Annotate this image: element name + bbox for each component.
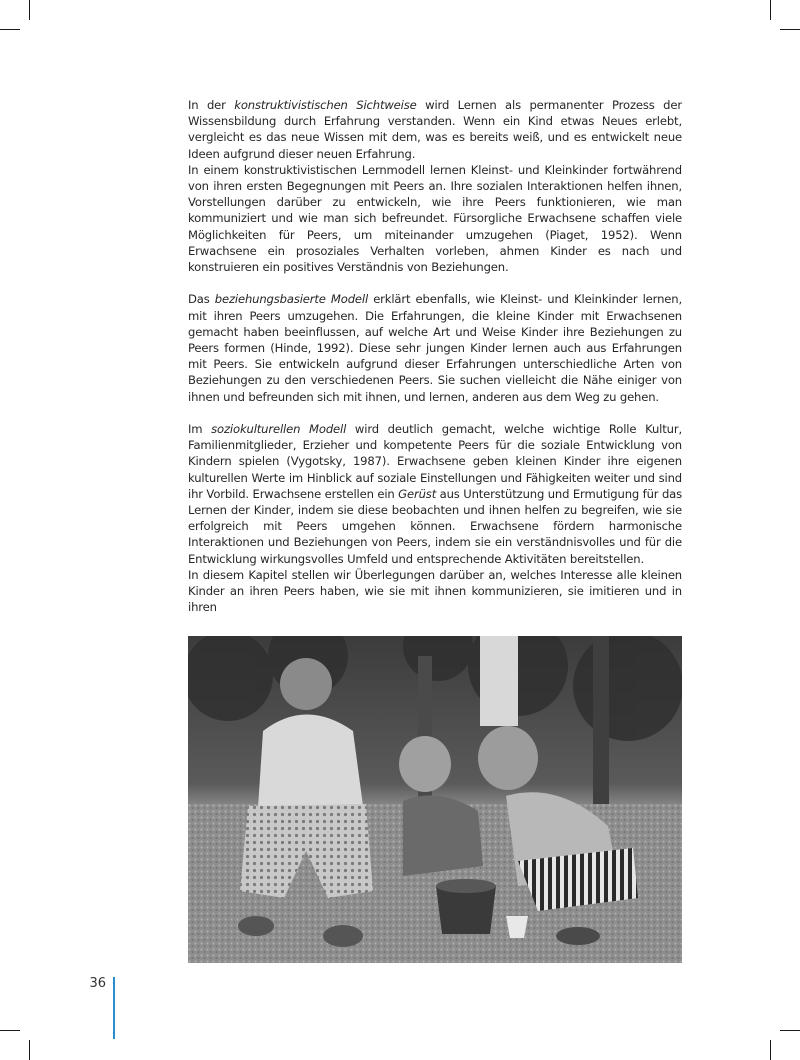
crop-mark <box>29 1040 30 1060</box>
children-playing-photo <box>188 636 682 963</box>
paragraph <box>188 567 682 616</box>
emphasized-term: Gerüst <box>398 486 437 501</box>
body-text <box>188 97 682 615</box>
paragraph-text: In diesem Kapitel stellen wir Überlegungen darüber an, welches Interesse alle kleinen Kinder an ihren Peers haben, wie sie mit ihnen kommunizieren, sie imitieren und in ihren <box>188 567 682 615</box>
paragraph-text: Im <box>188 422 212 437</box>
paragraph <box>188 162 682 275</box>
paragraph-text: erklärt ebenfalls, wie Kleinst- und Kleinkinder lernen, mit ihren Peers umzugehen. Die Erfahrungen, die kleine Kinder mit Erwachsenen gemacht haben beeinflussen, auf welche Art und Weise Kinder ihre Beziehungen zu Peers formen (Hinde, 1992). Diese sehr jungen Kinder lernen auch aus Erfahrungen mit Peers. Sie entwickeln aufgrund dieser Erfahrungen unterschiedliche Arten von Beziehungen zu den verschiedenen Peers. Sie suchen vielleicht die Nähe einiger von ihnen und befreunden sich mit ihnen, und lernen, anderen aus dem Weg zu gehen. <box>188 292 682 404</box>
page-number: 36 <box>89 976 106 991</box>
page-number-rule <box>113 977 115 1039</box>
emphasized-term: beziehungsbasierte Modell <box>214 292 369 307</box>
paragraph <box>188 291 682 404</box>
crop-mark <box>0 1030 20 1031</box>
crop-mark <box>29 0 30 20</box>
crop-mark <box>780 29 800 30</box>
crop-mark <box>770 1040 771 1060</box>
crop-mark <box>770 0 771 20</box>
paragraph-text: aus Unterstützung und Ermutigung für das Lernen der Kinder, indem sie diese beobachten und ihnen helfen zu begreifen, wie sie erfolgreich mit Peers umgehen können. Erwachsene fördern harmonische Interaktionen und Beziehungen von Peers, indem sie ein verständnisvolles und für die Entwicklung wirkungsvolles Umfeld und entsprechende Aktivitäten bereitstellen. <box>188 486 682 566</box>
paragraph <box>188 421 682 567</box>
emphasized-term: soziokulturellen Modell <box>211 422 347 437</box>
paragraph-text: wird deutlich gemacht, welche wichtige Rolle Kultur, Familienmitglieder, Erzieher und kompetente Peers für die soziale Entwicklung von Kindern spielen (Vygotsky, 1987). Erwachsene geben kleinen Kinder ihre eigenen kulturellen Werte im Hinblick auf soziale Einstellungen und Fähigkeiten weiter und sind ihr Vorbild. Erwachsene erstellen ein <box>188 422 682 501</box>
paragraph-text: Das <box>188 292 215 307</box>
crop-mark <box>780 1030 800 1031</box>
crop-mark <box>0 29 20 30</box>
paragraph-text: wird Lernen als permanenter Prozess der Wissensbildung durch Erfahrung verstanden. Wenn ein Kind etwas Neues erlebt, vergleicht es das neue Wissen mit dem, was es bereits weiß, und es entwickelt neue Ideen aufgrund dieser neuen Erfahrung. <box>188 98 682 161</box>
paragraph-text: In der <box>188 98 235 112</box>
emphasized-term: konstruktivistischen Sichtweise <box>234 98 417 112</box>
paragraph <box>188 97 682 162</box>
paragraph-text: In einem konstruktivistischen Lernmodell lernen Kleinst- und Kleinkinder fortwährend von ihren ersten Begegnungen mit Peers an. Ihre sozialen Interaktionen helfen ihnen, Vorstellungen darüber zu entwickeln, wie ihre Peers funktionieren, wie man kommuniziert und wie man sich befreundet. Fürsorgliche Erwachsene schaffen viele Möglichkeiten für Peers, um miteinander umzugehen (Piaget, 1952). Wenn Erwachsene ein prosoziales Verhalten vorleben, ahmen Kinder es nach und konstruieren ein positives Verständnis von Beziehungen. <box>188 162 682 275</box>
